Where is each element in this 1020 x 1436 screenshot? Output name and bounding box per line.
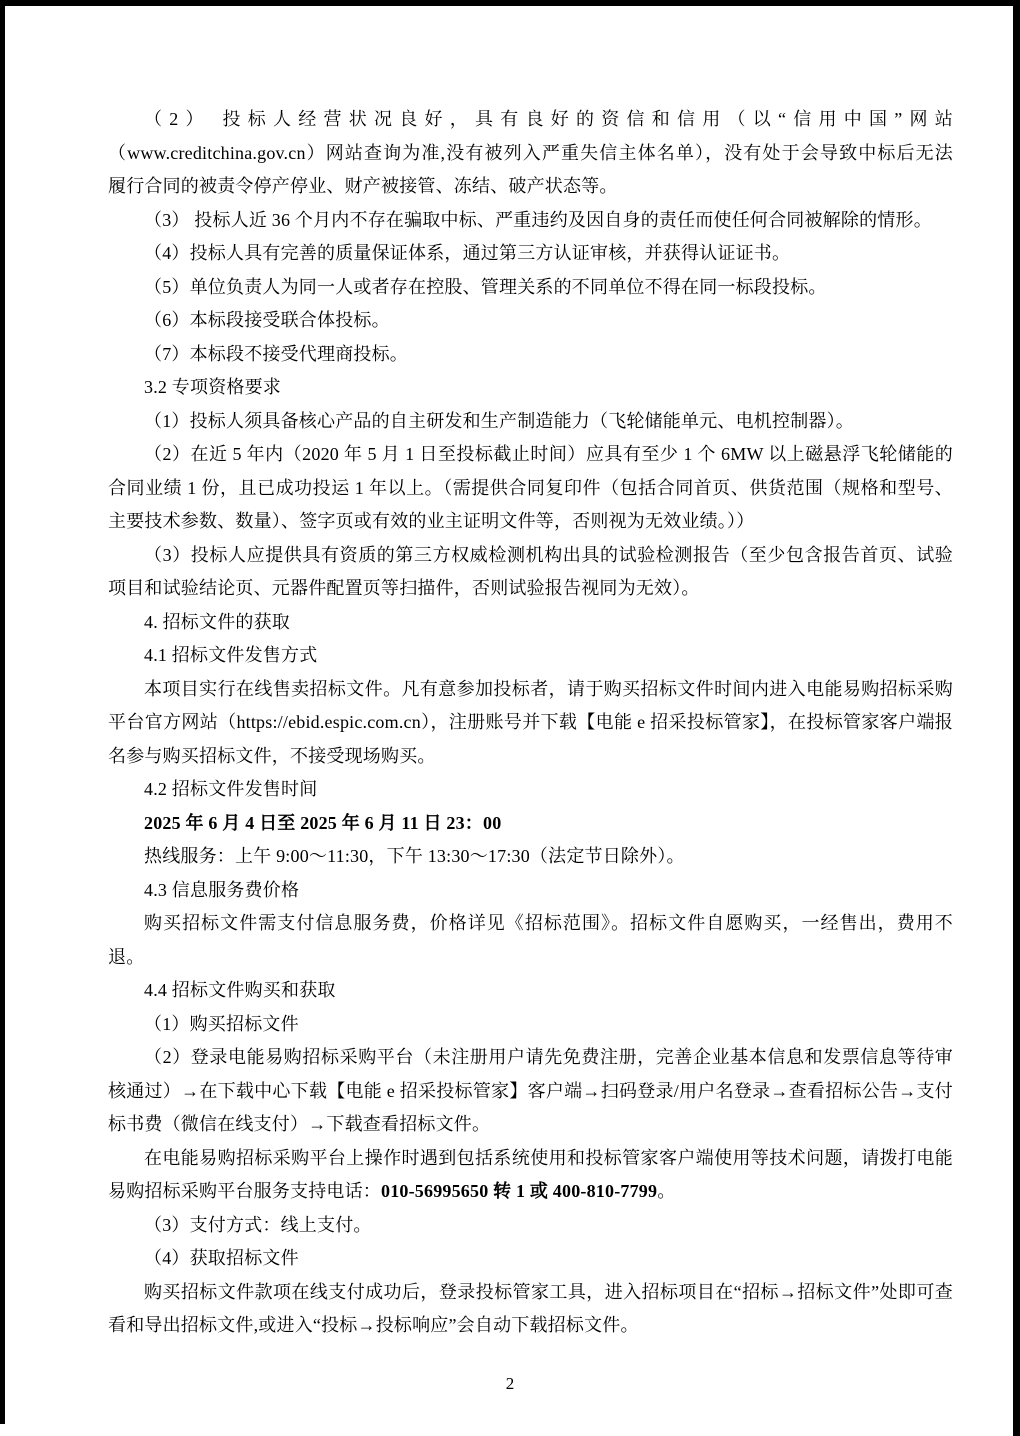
text-run: （4）获取招标文件 xyxy=(144,1248,299,1268)
paragraph xyxy=(108,907,953,974)
paragraph xyxy=(108,539,953,606)
text-run: 本项目实行在线售卖招标文件。凡有意参加投标者，请于购买招标文件时间内进入电能易购招标采购平台官方网站 xyxy=(108,678,953,732)
paragraph xyxy=(108,639,953,673)
paragraph xyxy=(108,371,953,405)
text-run: （3） 投标人近 36 个月内不存在骗取中标、严重违约及因自身的责任而使任何合同被解除的情形。 xyxy=(144,209,932,230)
text-run: （2）在近 5 年内（2020 年 5 月 1 日至投标截止时间）应具有至少 1 个 6MW 以上磁悬浮飞轮储能的合同业绩 1 份，且已成功投运 1 年以上。（需提供合同复印件（包括合同首页、供货范围（规格和型号、主要技术参数、数量）、签字页或有效的业主证明文件等，否则视为无效业绩。）） xyxy=(108,444,953,531)
page-border-left xyxy=(0,0,5,1424)
text-run: （3）支付方式：线上支付。 xyxy=(144,1214,372,1235)
paragraph xyxy=(108,1276,953,1343)
paragraph xyxy=(108,1209,953,1243)
paragraph xyxy=(108,103,953,204)
text-run: 4.1 招标文件发售方式 xyxy=(144,645,318,665)
paragraph xyxy=(108,840,953,874)
paragraph xyxy=(108,807,953,841)
paragraph xyxy=(108,874,953,908)
paragraph xyxy=(108,304,953,338)
text-run: 购买招标文件需支付信息服务费，价格详见《招标范围》。招标文件自愿购买，一经售出，费用不退。 xyxy=(108,913,953,967)
text-run: （7）本标段不接受代理商投标。 xyxy=(144,343,408,364)
text-run: （1）购买招标文件 xyxy=(144,1013,299,1034)
paragraph-line xyxy=(108,170,953,204)
bold-text-run: 010-56995650 转 1 或 400-810-7799 xyxy=(381,1181,658,1201)
page-border-right xyxy=(1013,0,1020,1436)
paragraph xyxy=(108,405,953,439)
text-run: （4）投标人具有完善的质量保证体系，通过第三方认证审核，并获得认证证书。 xyxy=(144,243,791,263)
paragraph xyxy=(108,237,953,271)
paragraph xyxy=(108,1008,953,1042)
text-run: ，注册账号并下载【电能 e 招采投标管家】，在投标管家客户端报名参与购买招标文件，不接受现场购买。 xyxy=(108,712,953,766)
paragraph xyxy=(108,974,953,1008)
document-body xyxy=(108,103,953,1343)
paragraph xyxy=(108,773,953,807)
page-number: 2 xyxy=(505,1374,515,1393)
text-run: 。 xyxy=(657,1181,676,1201)
text-run: 在电能易购招标采购平台上操作时遇到包括系统使用和投标管家客户端使用等技术问题，请拨打电能易购招标采购平台服务支持电话： xyxy=(108,1147,953,1201)
text-run: 4.3 信息服务费价格 xyxy=(144,879,300,900)
text-run: 购买招标文件款项在线支付成功后，登录投标管家工具，进入招标项目在“招标→招标文件”处即可查看和导出招标文件,或进入“投标→投标响应”会自动下载招标文件。 xyxy=(108,1281,953,1335)
text-run: 3.2 专项资格要求 xyxy=(144,377,281,397)
paragraph xyxy=(108,606,953,640)
text-run: （https://ebid.espic.com.cn） xyxy=(218,712,431,732)
paragraph xyxy=(108,338,953,372)
paragraph xyxy=(108,271,953,305)
paragraph xyxy=(108,438,953,539)
paragraph xyxy=(108,1041,953,1142)
text-run: （5）单位负责人为同一人或者存在控股、管理关系的不同单位不得在同一标段投标。 xyxy=(144,276,827,297)
text-run: （2） 投标人经营状况良好，具有良好的资信和信用（以“信用中国”网站 xyxy=(144,109,953,129)
text-run: （www.creditchina.gov.cn）网站查询为准,没有被列入严重失信主体名单），没有处于会导致中标后无法 xyxy=(108,142,953,163)
text-run: 4.4 招标文件购买和获取 xyxy=(144,980,336,1000)
text-run: 履行合同的被责令停产停业、财产被接管、冻结、破产状态等。 xyxy=(108,176,618,196)
paragraph xyxy=(108,673,953,774)
text-run: （1）投标人须具备核心产品的自主研发和生产制造能力（飞轮储能单元、电机控制器）。 xyxy=(144,410,854,431)
text-run: 4. 招标文件的获取 xyxy=(144,611,290,632)
text-run: （6）本标段接受联合体投标。 xyxy=(144,310,390,330)
paragraph xyxy=(108,1242,953,1276)
text-run: （3）投标人应提供具有资质的第三方权威检测机构出具的试验检测报告（至少包含报告首页、试验项目和试验结论页、元器件配置页等扫描件，否则试验报告视同为无效）。 xyxy=(108,544,953,598)
paragraph-line xyxy=(108,137,953,171)
text-run: 热线服务：上午 9:00～11:30，下午 13:30～17:30（法定节日除外）。 xyxy=(144,846,685,866)
page-border-top xyxy=(0,0,1020,6)
paragraph-line xyxy=(108,103,953,137)
paragraph xyxy=(108,1142,953,1209)
bold-text-run: 2025 年 6 月 4 日至 2025 年 6 月 11 日 23：00 xyxy=(144,812,502,833)
text-run: 4.2 招标文件发售时间 xyxy=(144,779,318,799)
paragraph xyxy=(108,204,953,238)
text-run: （2）登录电能易购招标采购平台（未注册用户请先免费注册，完善企业基本信息和发票信息等待审核通过）→在下载中心下载【电能 e 招采投标管家】客户端→扫码登录/用户名登录→查看招标公告→支付标书费（微信在线支付）→下载查看招标文件。 xyxy=(108,1047,953,1134)
